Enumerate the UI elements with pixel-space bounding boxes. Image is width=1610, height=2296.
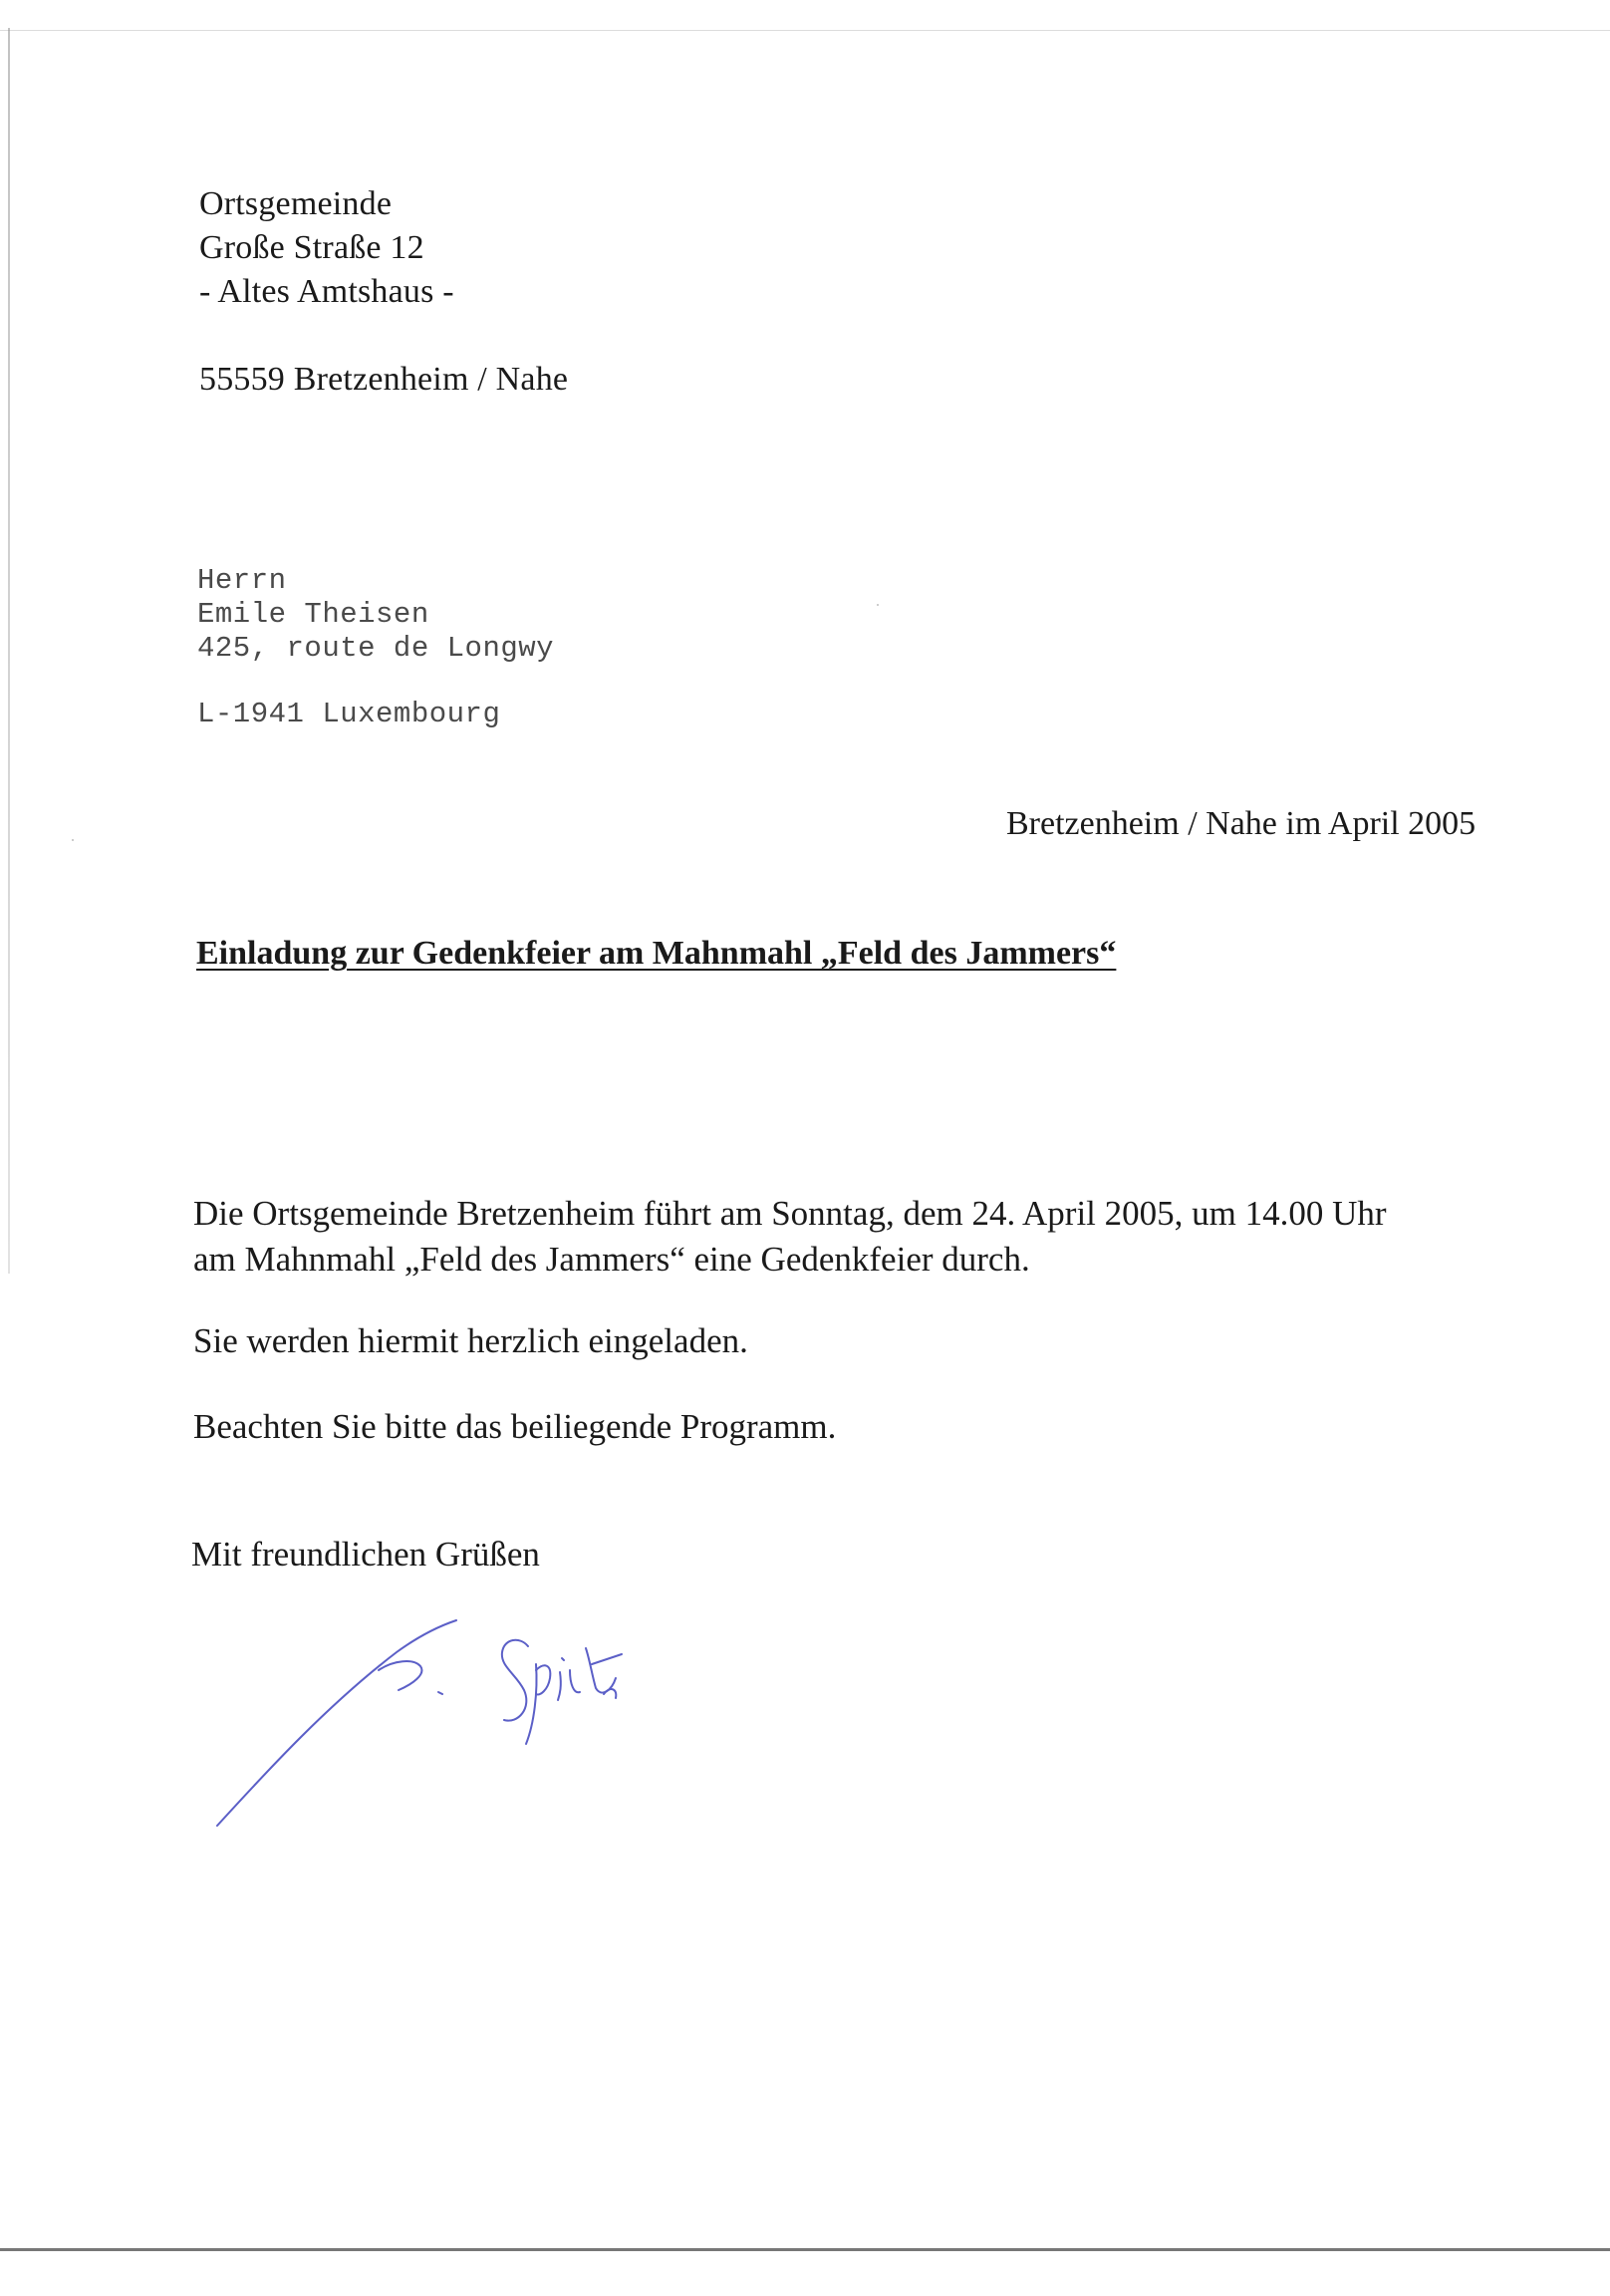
recipient-name: Emile Theisen (197, 598, 429, 631)
sender-city: 55559 Bretzenheim / Nahe (199, 361, 569, 398)
signature-stroke (570, 1670, 580, 1692)
signature-stroke (379, 1661, 421, 1690)
recipient-salutation: Herrn (197, 564, 287, 597)
sender-line-3: - Altes Amtshaus - (199, 273, 454, 310)
scan-speck (877, 604, 879, 606)
signature-stroke (526, 1664, 537, 1744)
scan-edge-bottom (0, 2248, 1610, 2251)
letter-subject: Einladung zur Gedenkfeier am Mahnmahl „Feld des Jammers“ (196, 935, 1117, 972)
signature-stroke (502, 1640, 528, 1721)
signature-stroke (558, 1672, 561, 1700)
scan-edge-top (0, 30, 1610, 31)
body-paragraph-1-line-2: am Mahnmahl „Feld des Jammers“ eine Gedenkfeier durch. (193, 1240, 1030, 1279)
sender-line-1: Ortsgemeinde (199, 185, 393, 222)
body-paragraph-2: Sie werden hiermit herzlich eingeladen. (193, 1321, 748, 1360)
letter-date: Bretzenheim / Nahe im April 2005 (1006, 805, 1476, 842)
signature-stroke (217, 1620, 456, 1826)
signature-stroke (586, 1648, 616, 1693)
scan-edge-left (8, 28, 10, 1274)
sender-line-2: Große Straße 12 (199, 229, 424, 266)
signature-stroke (438, 1692, 442, 1694)
recipient-street: 425, route de Longwy (197, 632, 555, 665)
handwritten-signature (199, 1594, 677, 1854)
letter-closing: Mit freundlichen Grüßen (191, 1535, 540, 1574)
signature-stroke (562, 1658, 564, 1660)
body-paragraph-3: Beachten Sie bitte das beiliegende Programm. (193, 1407, 837, 1446)
signature-stroke (592, 1654, 622, 1664)
scan-speck (72, 839, 74, 841)
body-paragraph-1-line-1: Die Ortsgemeinde Bretzenheim führt am Sonntag, dem 24. April 2005, um 14.00 Uhr (193, 1194, 1387, 1233)
signature-stroke (604, 1689, 616, 1698)
recipient-city: L-1941 Luxembourg (197, 698, 501, 730)
signature-stroke (536, 1665, 550, 1694)
